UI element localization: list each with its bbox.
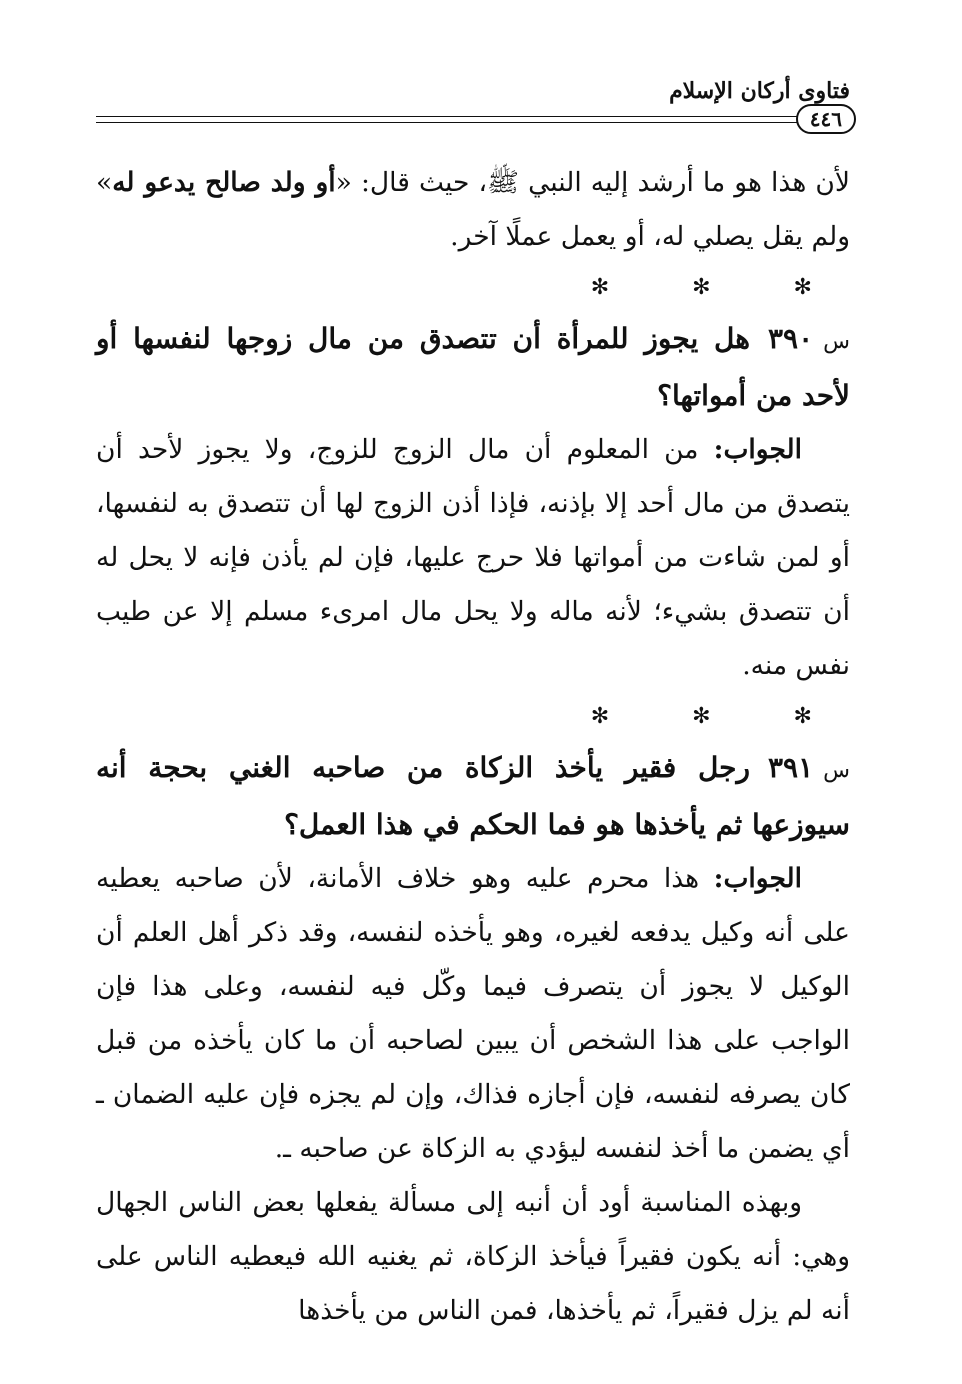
question-text: رجل فقير يأخذ الزكاة من صاحبه الغني بحجة أنه سيوزعها ثم يأخذها هو فما الحكم في هذا العمل؟ [96, 751, 850, 841]
question-number: ٣٩١ [768, 751, 814, 784]
question-390 [96, 312, 850, 423]
section-separator: ✻ ✻ ✻ [590, 704, 850, 729]
hadith-quote: أو ولد صالح يدعو له [112, 167, 336, 198]
continuation-paragraph: وبهذه المناسبة أود أن أنبه إلى مسألة يفعلها بعض الناس الجهال وهي: أنه يكون فقيراً فيأخذ الزكاة، ثم يغنيه الله فيعطيه الناس على أنه لم يزل فقيراً، ثم يأخذها، فمن الناس من يأخذها [96, 1187, 850, 1326]
answer-391 [96, 852, 850, 1176]
page [96, 70, 850, 1326]
intro-text-b: » ولم يقل يصلي له، أو يعمل عملًا آخر. [96, 167, 850, 252]
question-mark-icon: س [823, 329, 850, 354]
question-number: ٣٩٠ [768, 322, 814, 355]
question-mark-icon: س [823, 758, 850, 783]
answer-390 [96, 423, 850, 693]
answer-label: الجواب: [713, 863, 802, 894]
intro-paragraph [96, 156, 850, 264]
answer-text: هذا محرم عليه وهو خلاف الأمانة، لأن صاحبه يعطيه على أنه وكيل يدفعه لغيره، وهو يأخذه لنفسه، وقد ذكر أهل العلم أن الوكيل لا يجوز أن يتصرف فيما وكّل فيه لنفسه، وعلى هذا فإن الواجب على هذا الشخص أن يبين لصاحبه أن ما كان يأخذه من قبل كان يصرفه لنفسه، فإن أجازه فذاك، وإن لم يجزه فإن عليه الضمان ـ أي يضمن ما أخذ لنفسه ليؤدي به الزكاة عن صاحبه ـ. [96, 863, 850, 1164]
page-number: ٤٤٦ [796, 104, 856, 134]
intro-text-a: لأن هذا هو ما أرشد إليه النبي ﷺ، حيث قال: « [335, 167, 850, 198]
book-title: فتاوى أركان الإسلام [669, 78, 850, 104]
page-body [96, 156, 850, 1338]
answer-label: الجواب: [713, 434, 802, 465]
header-rule [96, 116, 850, 123]
question-text: هل يجوز للمرأة أن تتصدق من مال زوجها لنفسها أو لأحد من أمواتها؟ [96, 322, 850, 412]
section-separator: ✻ ✻ ✻ [590, 275, 850, 300]
page-header [96, 70, 850, 140]
answer-text: من المعلوم أن مال الزوج للزوج، ولا يجوز لأحد أن يتصدق من مال أحد إلا بإذنه، فإذا أذن الزوج لها أن تتصدق به لنفسها، أو لمن شاءت من أمواتها فلا حرج عليها، فإن لم يأذن فإنه لا يحل له أن تتصدق بشيء؛ لأنه ماله ولا يحل مال امرىء مسلم إلا عن طيب نفس منه. [96, 434, 850, 681]
question-391 [96, 741, 850, 852]
